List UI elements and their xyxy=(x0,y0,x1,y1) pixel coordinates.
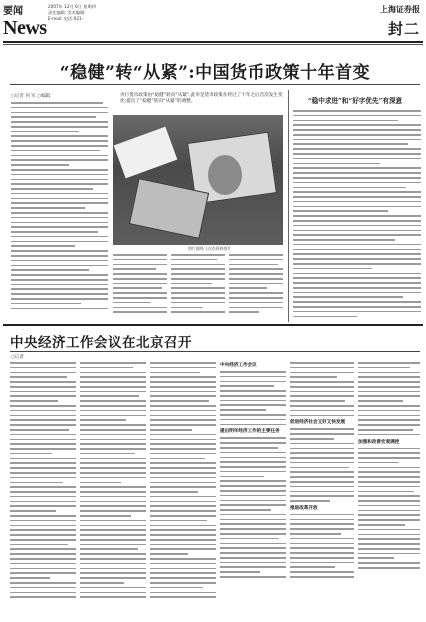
masthead-rule xyxy=(3,41,423,43)
photo-caption: 图片说明:人民币资料图片 xyxy=(188,246,232,251)
subhead-bullet-5: 加强和改善宏观调控 xyxy=(358,439,400,445)
sidebar-divider xyxy=(288,90,289,322)
second-text-col1 xyxy=(10,362,76,618)
second-text-col3 xyxy=(150,362,216,618)
lead-text-column-mid2 xyxy=(171,254,225,320)
second-text-col5 xyxy=(290,362,354,618)
lead-text-column-mid3 xyxy=(229,254,283,320)
subhead-bullet-3: 促进经济社会又好又快发展 xyxy=(290,420,346,426)
second-text-col4 xyxy=(220,362,286,618)
lead-text-column-left xyxy=(11,102,108,320)
masthead xyxy=(0,0,426,42)
lead-dek: 央行货币政策由“稳健”转向“从紧”,此举是货币政策在经过了十年之后首次发生变化;提出了“稳健”转向“从紧”的调整。 xyxy=(120,93,283,105)
sidebar-subhead: “稳中求进”和“好字优先”有深意 xyxy=(307,97,403,105)
subhead-bullet-4: 推进改革开放 xyxy=(290,505,318,511)
issue-info xyxy=(48,4,96,22)
lead-byline: ○记者 何 军 ○编辑 xyxy=(11,94,51,99)
portrait-image xyxy=(208,155,242,195)
subhead-bullet-1: 中央经济工作会议 xyxy=(220,363,257,368)
currency-photo xyxy=(113,115,283,245)
lead-headline: “稳健”转“从紧”:中国货币政策十年首变 xyxy=(59,63,371,83)
section-name: News xyxy=(3,17,47,39)
second-headline: 中央经济工作会议在北京召开 xyxy=(10,335,192,351)
section-title: 要闻 xyxy=(3,6,23,17)
newspaper-name: 上海证券报 xyxy=(380,4,420,14)
issue-date: 2007年 12月 6日 星期四 xyxy=(48,4,96,9)
headline-divider xyxy=(10,84,420,85)
second-headline-divider xyxy=(10,351,420,352)
second-byline: ○记者 xyxy=(11,355,24,360)
issue-contact: E-mail: 电话:021- xyxy=(48,16,84,21)
lead-text-column-mid1 xyxy=(113,254,167,320)
second-text-col2 xyxy=(80,362,146,618)
second-text-col6 xyxy=(358,362,420,618)
page-label: 封二 xyxy=(387,20,420,38)
hand-image xyxy=(114,127,178,179)
masthead-rule-thin xyxy=(3,44,423,45)
sidebar-text xyxy=(293,110,421,320)
story-separator xyxy=(3,324,423,326)
issue-editor: 责任编辑: 美术编辑: xyxy=(48,10,86,15)
subhead-bullet-2: 提出明年经济工作的主要任务 xyxy=(220,429,280,435)
